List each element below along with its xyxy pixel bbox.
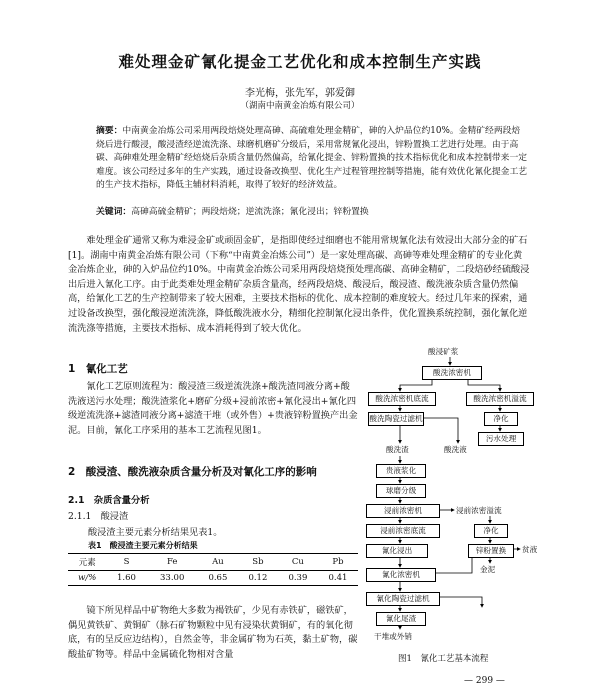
flow-node-zinc-precipitation: 锌粉置换 <box>468 544 514 558</box>
table-1-caption: 表1 酸浸渣主要元素分析结果 <box>88 541 198 550</box>
table-header-cell: 元素 <box>78 558 96 568</box>
table-cell: 0.39 <box>288 573 308 583</box>
flow-node-pre-leach-thickener: 浸前浓密机 <box>366 504 440 518</box>
keywords-text: 高砷高硫金精矿；两段焙烧；逆流洗涤；氰化浸出；锌粉置换 <box>131 207 369 217</box>
flowchart-figure <box>362 345 542 655</box>
flow-node-pre-leach-underflow: 浸前浓密底流 <box>366 524 440 538</box>
page-number: — 299 — <box>464 676 505 686</box>
section-2-heading: 2 酸浸渣、酸洗液杂质含量分析及对氰化工序的影响 <box>68 466 317 478</box>
table-cell: 0.41 <box>328 573 348 583</box>
bottom-paragraph: 镜下所见样品中矿物绝大多数为褐铁矿，少见有赤铁矿，磁铁矿，偶见黄铁矿、黄铜矿（脉石矿物颗粒中见有浸染状黄铜矿，有的氧化彻底，有的呈反应边结构），自然金等，非金属矿物为石英，黏土矿物，碳酸盐矿物等。样品中金属硫化物相对含量 <box>68 605 358 660</box>
flow-node-slurrying: 贵液浆化 <box>376 464 426 478</box>
abstract <box>96 125 529 193</box>
flow-node-dry-stack-or-sale: 干堆或外销 <box>374 632 412 641</box>
keywords <box>96 206 529 220</box>
flow-node-acid-wash-residue: 酸洗渣 <box>386 445 409 454</box>
table-header-cell: S <box>123 557 130 567</box>
table-1 <box>68 553 358 586</box>
affiliation: （湖南中南黄金冶炼有限公司） <box>240 101 360 111</box>
flow-node-pre-leach-overflow: 浸前浓密溢流 <box>456 506 502 515</box>
flow-node-acid-wash-thickener: 酸洗浓密机 <box>422 366 482 380</box>
table-header-cell: Cu <box>291 557 304 567</box>
flow-node-purification-1: 净化 <box>484 412 518 426</box>
flow-node-cyanide-ceramic-filter: 氰化陶瓷过滤机 <box>366 592 440 606</box>
table-header-cell: Sb <box>252 557 264 567</box>
flow-node-cyanide-tailings: 氰化尾渣 <box>376 612 426 626</box>
table-cell: 0.65 <box>208 573 228 583</box>
flow-node-ball-mill-classification: 球磨分级 <box>376 484 426 498</box>
table-row-label: w/% <box>78 573 97 583</box>
flow-node-acid-wash-underflow: 酸洗浓密机底流 <box>368 392 436 406</box>
section-2-1-1-heading: 2.1.1 酸浸渣 <box>68 511 129 522</box>
flow-node-cyanide-leaching: 氰化浸出 <box>366 544 428 558</box>
flow-node-acid-wash-ceramic-filter: 酸洗陶瓷过滤机 <box>368 412 424 426</box>
abstract-text: 中南黄金冶炼公司采用两段焙烧处理高砷、高硫难处理金精矿，砷的入炉品位约10%。金精矿经两段焙烧后进行酸浸，酸浸渣经逆流洗涤、球磨机磨矿分级后，采用常规氰化浸出，锌粉置换工艺进行处理。由于高碳、高砷难处理金精矿经焙烧后杂质含量仍然偏高，给氰化提金、锌粉置换的技术指标优化和成本控制带来一定难度。该公司经过多年的生产实践，通过设备改换型、优化生产过程管理控制等措施，能有效优化氰化提金工艺的生产技术指标，降低主辅材料消耗，取得了较好的经济效益。 <box>96 126 528 191</box>
flow-node-wastewater-treatment: 污水处理 <box>478 432 524 446</box>
table-cell: 1.60 <box>117 573 136 583</box>
flow-node-acid-wash-liquor: 酸洗液 <box>444 445 467 454</box>
flow-node-acid-wash-overflow: 酸洗浓密机溢流 <box>466 392 534 406</box>
abstract-label: 摘要： <box>96 126 123 136</box>
paper-title: 难处理金矿氰化提金工艺优化和成本控制生产实践 <box>118 53 482 71</box>
table-header-cell: Au <box>212 557 224 567</box>
flow-node-cyanide-thickener: 氰化浓密机 <box>366 568 436 582</box>
authors: 李光梅，张先军，郭爱御 <box>245 88 355 99</box>
figure-1-caption: 图1 氰化工艺基本流程 <box>398 654 489 664</box>
flow-node-purification-2: 净化 <box>474 524 508 538</box>
table-header-cell: Pb <box>332 557 344 567</box>
section-2-1-1-text: 酸浸渣主要元素分析结果见表1。 <box>88 527 223 538</box>
section-2-1-heading: 2.1 杂质含量分析 <box>68 495 150 506</box>
table-header-cell: Fe <box>166 557 178 567</box>
flow-node-gold-sludge: 金泥 <box>480 565 496 574</box>
intro-paragraph: 难处理金矿通常又称为难浸金矿或顽固金矿，是指即使经过细磨也不能用常规氰化法有效浸出大部分金的矿石[1]。湖南中南黄金冶炼有限公司（下称“中南黄金冶炼公司”）是一家处理高碳、高砷等难处理金精矿的专业化黄金冶炼企业，砷的入炉品位约10%。中南黄金冶炼公司采用两段焙烧预处理高碳、高砷金精矿，二段焙砂经硫酸浸出后进入氰化工序。由于此类难处理金精矿杂质含量高，经两段焙烧、酸浸后，酸浸渣、酸洗液杂质含量仍然偏高，给氰化工艺的生产控制带来了较大困难，主要技术指标的优化、成本控制的难度较大。经过几年来的探索，通过设备改换型，强化酸浸逆流洗涤，降低酸洗液水分，精细化控制氰化浸出条件，优化置换系统控制，强化氰化逆流洗涤等措施，主要技术指标、成本消耗得到了较大优化。 <box>68 235 530 334</box>
section-1-heading: 1 氰化工艺 <box>68 363 128 375</box>
table-cell: 0.12 <box>248 573 268 583</box>
section-1-text: 氰化工艺原则流程为：酸浸渣三级逆流洗涤+酸洗渣同液分离+酸洗液送污水处理；酸洗渣浆化+磨矿分级+浸前浓密+氰化浸出+氰化四级逆流洗涤+滤渣同液分离+滤渣干堆（或外售）+贵液锌粉置换产出金泥。目前，氰化工序采用的基本工艺流程见图1。 <box>68 381 358 436</box>
flow-node-acid-leach-slurry: 酸浸矿浆 <box>428 347 459 356</box>
table-cell: 33.00 <box>160 573 185 583</box>
keywords-label: 关键词： <box>96 207 132 217</box>
flow-node-barren-solution: 贫液 <box>522 545 538 554</box>
